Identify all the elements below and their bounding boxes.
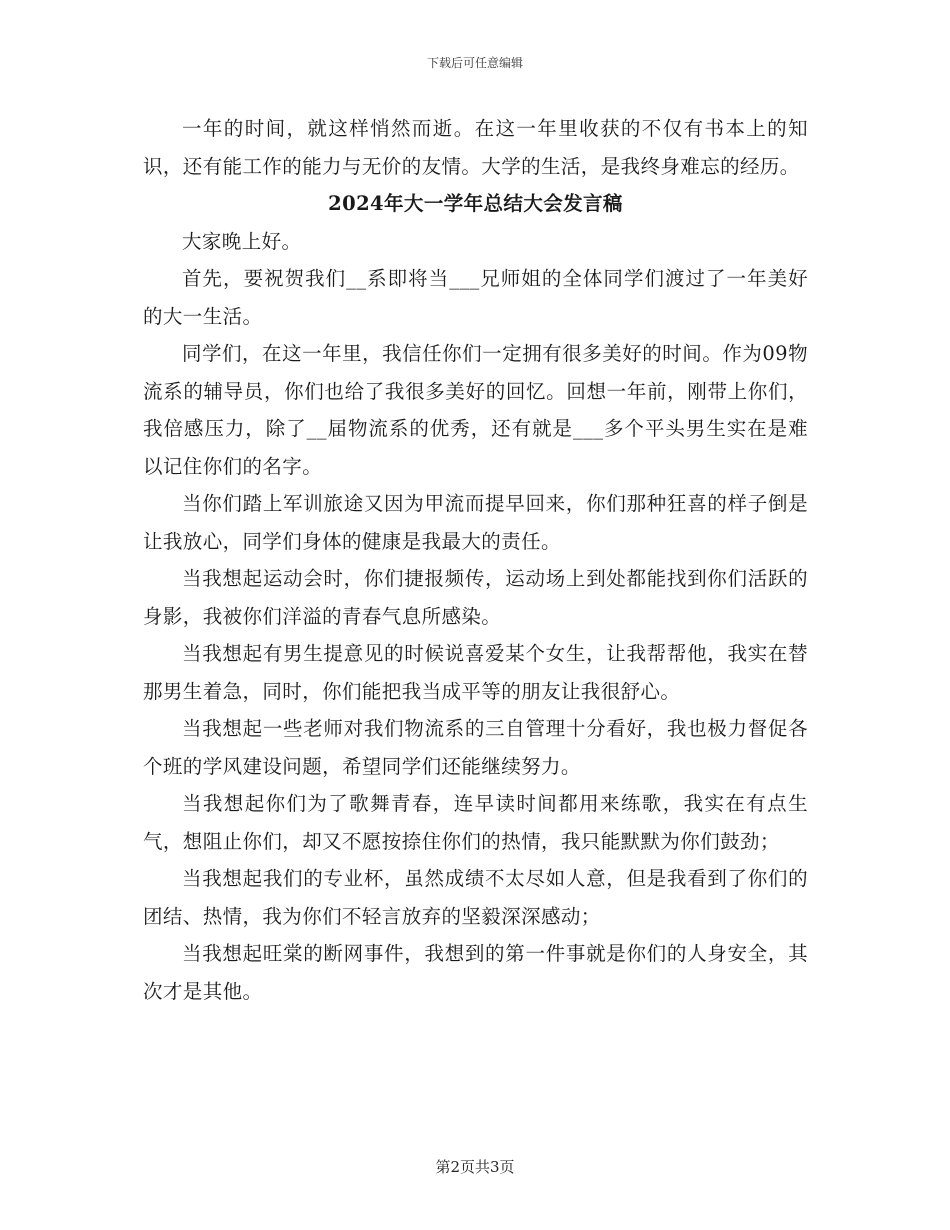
- paragraph-self-management: 当我想起一些老师对我们物流系的三自管理十分看好，我也极力督促各个班的学风建设问题，希望同学们还能继续努力。: [143, 717, 808, 778]
- document-title: 2024年大一学年总结大会发言稿: [328, 192, 623, 215]
- page-header-note: 下载后可任意编辑: [426, 56, 523, 70]
- paragraph-student-advice: 当我想起有男生提意见的时候说喜爱某个女生，让我帮帮他，我实在替那男生着急，同时，你们能把我当成平等的朋友让我很舒心。: [143, 642, 808, 703]
- document-body: [143, 110, 808, 1010]
- paragraph-network-incident: 当我想起旺棠的断网事件，我想到的第一件事就是你们的人身安全，其次才是其他。: [143, 942, 808, 1003]
- page-number: 第2页共3页: [435, 1158, 515, 1176]
- intro-paragraph: 一年的时间，就这样悄然而逝。在这一年里收获的不仅有书本上的知识，还有能工作的能力与无价的友情。大学的生活，是我终身难忘的经历。: [143, 117, 808, 178]
- paragraph-song-dance: 当我想起你们为了歌舞青春，连早读时间都用来练歌，我实在有点生气，想阻止你们，却又不愿按捺住你们的热情，我只能默默为你们鼓劲；: [143, 792, 808, 853]
- paragraph-military-training: 当你们踏上军训旅途又因为甲流而提早回来，你们那种狂喜的样子倒是让我放心，同学们身体的健康是我最大的责任。: [143, 492, 808, 553]
- paragraph-sports-meet: 当我想起运动会时，你们捷报频传，运动场上到处都能找到你们活跃的身影，我被你们洋溢的青春气息所感染。: [143, 567, 808, 628]
- paragraph-congratulation: 首先，要祝贺我们__系即将当___兄师姐的全体同学们渡过了一年美好的大一生活。: [143, 267, 808, 328]
- paragraph-major-cup: 当我想起我们的专业杯，虽然成绩不太尽如人意，但是我看到了你们的团结、热情，我为你们不轻言放弃的坚毅深深感动；: [143, 867, 808, 928]
- paragraph-memories: 同学们，在这一年里，我信任你们一定拥有很多美好的时间。作为09物流系的辅导员，你们也给了我很多美好的回忆。回想一年前，刚带上你们，我倍感压力，除了__届物流系的优秀，还有就是___多个平头男生实在是难以记住你们的名字。: [143, 342, 808, 478]
- paragraph-greeting: 大家晚上好。: [182, 229, 302, 253]
